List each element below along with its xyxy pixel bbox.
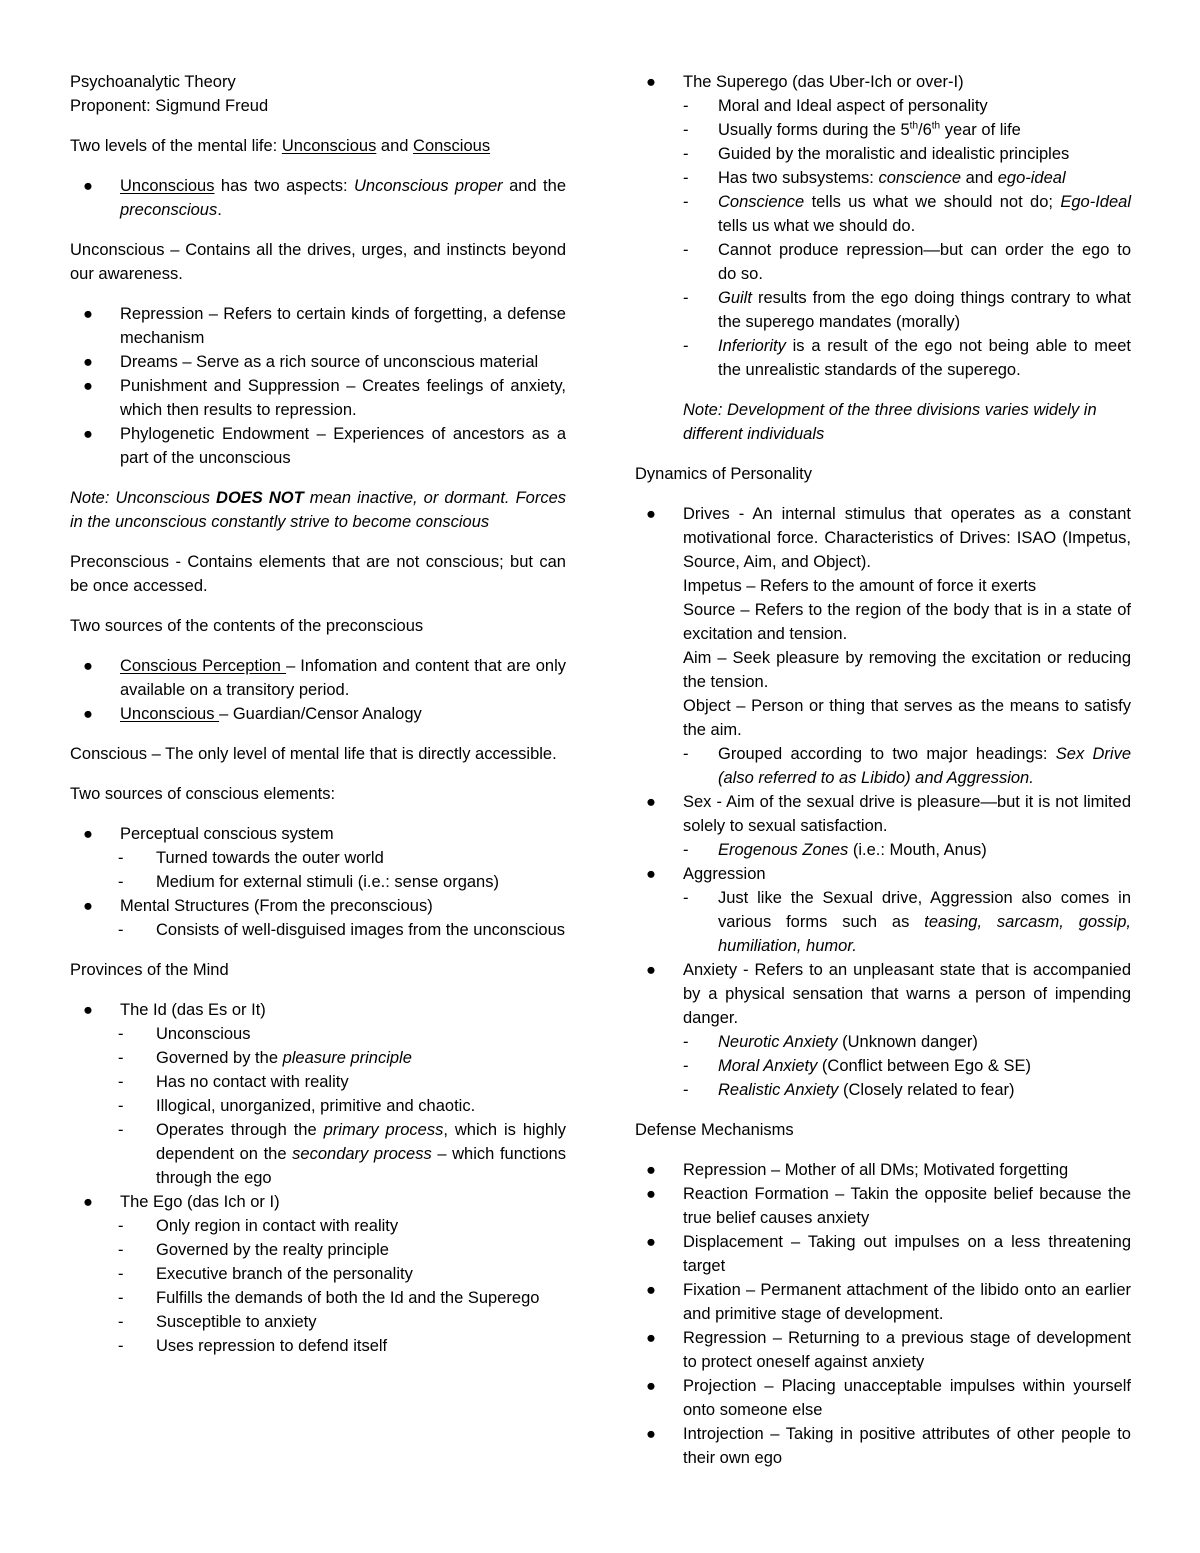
dash-marker: - — [683, 193, 689, 211]
text-span: Unconscious proper — [354, 177, 503, 195]
dash-marker: - — [118, 1289, 124, 1307]
left-column — [70, 70, 566, 1358]
text-span: teasing, sarcasm, gossip, humiliation, humor. — [718, 913, 1131, 955]
note-development — [635, 398, 1131, 446]
list-item — [635, 1326, 1131, 1374]
bullet-icon: ● — [83, 353, 93, 371]
text-span: Conscience — [718, 193, 805, 211]
sub-item — [70, 1070, 566, 1094]
text-span: preconscious — [120, 201, 218, 219]
bullet-icon: ● — [646, 961, 656, 979]
text-span: Regression – Returning to a previous stage of development to protect oneself against anxiety — [683, 1329, 1131, 1371]
sub-item — [70, 870, 566, 894]
dash-marker: - — [118, 849, 124, 867]
text-span: Unconscious — [156, 1025, 251, 1043]
dash-marker: - — [118, 1025, 124, 1043]
sub-item — [70, 1262, 566, 1286]
text-span: Neurotic Anxiety — [718, 1033, 838, 1051]
dash-marker: - — [683, 121, 689, 139]
bullet-icon: ● — [646, 865, 656, 883]
list-item — [635, 1374, 1131, 1422]
dash-marker: - — [118, 921, 124, 939]
bullet-icon: ● — [646, 1281, 656, 1299]
sub-item — [635, 334, 1131, 382]
text-span: Moral and Ideal aspect of personality — [718, 97, 988, 115]
list-item — [70, 302, 566, 350]
unconscious-definition: Unconscious – Contains all the drives, urges, and instincts beyond our awareness. — [70, 241, 566, 283]
sub-item — [635, 118, 1131, 142]
doc-title: Psychoanalytic Theory — [70, 73, 236, 91]
sub-item — [70, 1214, 566, 1238]
dash-marker: - — [118, 1337, 124, 1355]
provinces-heading: Provinces of the Mind — [70, 961, 229, 979]
text-span: Perceptual conscious system — [120, 825, 334, 843]
bullet-icon: ● — [646, 1425, 656, 1443]
list-item — [635, 1158, 1131, 1182]
sub-item — [70, 1118, 566, 1190]
bullet-icon: ● — [646, 793, 656, 811]
sub-item — [70, 846, 566, 870]
text-span: Guilt — [718, 289, 752, 307]
text-span: Moral Anxiety — [718, 1057, 818, 1075]
dynamics-heading: Dynamics of Personality — [635, 465, 812, 483]
text-span: and the — [502, 177, 566, 195]
text-span: Conscious Perception — [120, 657, 287, 675]
text-span: ego-ideal — [997, 169, 1066, 187]
bullet-icon: ● — [83, 377, 93, 395]
text-span: Usually forms during the 5 — [718, 121, 910, 139]
list-item — [70, 422, 566, 470]
list-item — [70, 350, 566, 374]
text-span: Punishment and Suppression – Creates feelings of anxiety, which then results to repression. — [120, 377, 566, 419]
sub-item — [635, 166, 1131, 190]
bullet-icon: ● — [83, 1193, 93, 1211]
text-span: Unconscious — [120, 705, 220, 723]
list-item — [70, 1190, 566, 1214]
text-span: Fulfills the demands of both the Id and the Superego — [156, 1289, 540, 1307]
text-span: conscience — [878, 169, 962, 187]
text-span: results from the ego doing things contrary to what the superego mandates (morally) — [718, 289, 1131, 331]
text-span: . — [217, 201, 222, 219]
bullet-icon: ● — [646, 1233, 656, 1251]
bullet-icon: ● — [83, 177, 93, 195]
dash-marker: - — [683, 841, 689, 859]
text-span: Dreams – Serve as a rich source of unconscious material — [120, 353, 539, 371]
sub-item — [635, 838, 1131, 862]
bullet-icon: ● — [83, 657, 93, 675]
text-span: – which functions through the ego — [156, 1145, 566, 1187]
sub-item — [635, 94, 1131, 118]
sub-item — [70, 1022, 566, 1046]
text-span: Aggression — [683, 865, 766, 883]
text-span: Grouped according to two major headings: — [718, 745, 1056, 763]
bullet-icon: ● — [83, 897, 93, 915]
dash-marker: - — [118, 1241, 124, 1259]
list-item — [70, 374, 566, 422]
bullet-icon: ● — [646, 1161, 656, 1179]
list-item — [635, 1422, 1131, 1470]
sub-item — [70, 1310, 566, 1334]
dash-marker: - — [683, 1081, 689, 1099]
sub-item — [70, 1286, 566, 1310]
text-span: tells us what we should do. — [718, 217, 916, 235]
sub-item — [70, 918, 566, 942]
list-item — [70, 654, 566, 702]
text-span: Illogical, unorganized, primitive and chaotic. — [156, 1097, 476, 1115]
preconscious-definition: Preconscious - Contains elements that are not conscious; but can be once accessed. — [70, 553, 566, 595]
sub-item — [70, 1046, 566, 1070]
sub-item — [635, 1054, 1131, 1078]
bullet-icon: ● — [646, 1185, 656, 1203]
sub-item — [635, 238, 1131, 286]
text-span: The Superego (das Uber-Ich or over-I) — [683, 73, 964, 91]
dash-marker: - — [118, 1121, 124, 1139]
text-span: Susceptible to anxiety — [156, 1313, 317, 1331]
text-span: Has two subsystems: — [718, 169, 879, 187]
sub-item — [635, 190, 1131, 238]
dash-marker: - — [118, 1073, 124, 1091]
dash-marker: - — [683, 145, 689, 163]
list-item — [635, 1230, 1131, 1278]
text-span: Realistic Anxiety — [718, 1081, 839, 1099]
list-item — [70, 174, 566, 222]
list-item — [635, 958, 1131, 1030]
sub-item — [70, 1238, 566, 1262]
text-span: Guided by the moralistic and idealistic principles — [718, 145, 1070, 163]
dash-marker: - — [683, 289, 689, 307]
text-span: Phylogenetic Endowment – Experiences of ancestors as a part of the unconscious — [120, 425, 566, 467]
text-span: Projection – Placing unacceptable impulses within yourself onto someone else — [683, 1377, 1131, 1419]
dash-marker: - — [683, 1057, 689, 1075]
proponent: Proponent: Sigmund Freud — [70, 97, 269, 115]
sub-item — [70, 1094, 566, 1118]
text-span: Only region in contact with reality — [156, 1217, 399, 1235]
drive-source: Source – Refers to the region of the body that is in a state of excitation and tension. — [683, 601, 1131, 643]
text-span: Repression – Refers to certain kinds of forgetting, a defense mechanism — [120, 305, 566, 347]
dash-marker: - — [683, 97, 689, 115]
text-span: (i.e.: Mouth, Anus) — [848, 841, 987, 859]
sub-item — [70, 1334, 566, 1358]
text-span: secondary process — [292, 1145, 432, 1163]
text-span: The Ego (das Ich or I) — [120, 1193, 280, 1211]
bullet-icon: ● — [83, 825, 93, 843]
dash-marker: - — [118, 1097, 124, 1115]
text-span: is a result of the ego not being able to meet the unrealistic standards of the superego. — [718, 337, 1131, 379]
text-span: – Infomation and content that are only available on a transitory period. — [120, 657, 566, 699]
text-span: Conscious — [413, 137, 491, 155]
sub-item — [635, 886, 1131, 958]
text-span: The Id (das Es or It) — [120, 1001, 266, 1019]
bullet-icon: ● — [83, 425, 93, 443]
dash-marker: - — [683, 337, 689, 355]
dash-marker: - — [683, 169, 689, 187]
bullet-icon: ● — [646, 1329, 656, 1347]
bullet-icon: ● — [83, 705, 93, 723]
dash-marker: - — [118, 1313, 124, 1331]
text-span: Governed by the — [156, 1049, 283, 1067]
list-item — [635, 1182, 1131, 1230]
note-unconscious — [70, 486, 566, 534]
text-span: Anxiety - Refers to an unpleasant state that is accompanied by a physical sensation that warns a person of impending danger. — [683, 961, 1131, 1027]
text-span: – Guardian/Censor Analogy — [219, 705, 422, 723]
dash-marker: - — [683, 889, 689, 907]
text-span: Reaction Formation – Takin the opposite belief because the true belief causes anxiety — [683, 1185, 1131, 1227]
text-span: Introjection – Taking in positive attributes of other people to their own ego — [683, 1425, 1131, 1467]
sub-item — [635, 742, 1131, 790]
text-span: Unconscious — [281, 137, 377, 155]
text-span: Consists of well-disguised images from the unconscious — [156, 921, 566, 939]
text-span: mean inactive, or dormant. Forces in the unconscious constantly strive to become conscious — [70, 489, 566, 531]
text-span: Repression – Mother of all DMs; Motivated forgetting — [683, 1161, 1069, 1179]
right-column — [635, 70, 1131, 1470]
text-span: th — [909, 120, 919, 132]
list-item — [635, 502, 1131, 574]
text-span: Displacement – Taking out impulses on a less threatening target — [683, 1233, 1131, 1275]
preconscious-sources-heading: Two sources of the contents of the preconscious — [70, 617, 424, 635]
text-span: Governed by the realty principle — [156, 1241, 389, 1259]
text-span: and — [376, 137, 414, 155]
text-span: and — [961, 169, 998, 187]
text-span: pleasure principle — [282, 1049, 412, 1067]
text-span: year of life — [940, 121, 1021, 139]
dash-marker: - — [118, 1217, 124, 1235]
bullet-icon: ● — [83, 305, 93, 323]
text-span: Two levels of the mental life: — [70, 137, 282, 155]
text-span: Erogenous Zones — [718, 841, 849, 859]
text-span: Mental Structures (From the preconscious) — [120, 897, 433, 915]
text-span: Has no contact with reality — [156, 1073, 349, 1091]
list-item — [70, 998, 566, 1022]
bullet-icon: ● — [646, 73, 656, 91]
text-span: has two aspects: — [214, 177, 354, 195]
bullet-icon: ● — [646, 505, 656, 523]
text-span: Drives - An internal stimulus that operates as a constant motivational force. Characteristics of Drives: ISAO (Impetus, Source, Aim, and Object). — [683, 505, 1131, 571]
drive-object: Object – Person or thing that serves as the means to satisfy the aim. — [683, 697, 1131, 739]
text-span: th — [931, 120, 941, 132]
text-span: Turned towards the outer world — [156, 849, 384, 867]
text-span: Operates through the — [156, 1121, 324, 1139]
list-item — [635, 790, 1131, 838]
text-span: Uses repression to defend itself — [156, 1337, 388, 1355]
text-span: Ego-Ideal — [1060, 193, 1131, 211]
sub-item — [635, 142, 1131, 166]
dash-marker: - — [118, 873, 124, 891]
dash-marker: - — [118, 1049, 124, 1067]
conscious-sources-heading: Two sources of conscious elements: — [70, 785, 336, 803]
text-span: Cannot produce repression—but can order the ego to do so. — [718, 241, 1131, 283]
bullet-icon: ● — [646, 1377, 656, 1395]
text-span: Sex - Aim of the sexual drive is pleasure—but it is not limited solely to sexual satisfaction. — [683, 793, 1131, 835]
text-span: , which is highly dependent on the — [156, 1121, 566, 1163]
text-span: Just like the Sexual drive, Aggression also comes in various forms such as — [718, 889, 1131, 931]
list-item — [635, 70, 1131, 94]
dash-marker: - — [118, 1265, 124, 1283]
dash-marker: - — [683, 745, 689, 763]
text-span: Medium for external stimuli (i.e.: sense organs) — [156, 873, 499, 891]
text-span: (Unknown danger) — [837, 1033, 978, 1051]
text-span: tells us what we should not do; — [804, 193, 1061, 211]
text-span: Sex Drive (also referred to as Libido) and Aggression. — [718, 745, 1131, 787]
text-span: primary process — [323, 1121, 444, 1139]
defense-heading: Defense Mechanisms — [635, 1121, 794, 1139]
text-span: (Conflict between Ego & SE) — [817, 1057, 1032, 1075]
text-span: /6 — [918, 121, 932, 139]
text-span: DOES NOT — [216, 489, 304, 507]
levels-heading — [70, 134, 566, 158]
bullet-icon: ● — [83, 1001, 93, 1019]
conscious-definition: Conscious – The only level of mental life that is directly accessible. — [70, 745, 557, 763]
drive-aim: Aim – Seek pleasure by removing the excitation or reducing the tension. — [683, 649, 1131, 691]
text-span: Inferiority — [718, 337, 786, 355]
text-span: (Closely related to fear) — [838, 1081, 1015, 1099]
list-item — [70, 702, 566, 726]
dash-marker: - — [683, 1033, 689, 1051]
sub-item — [635, 286, 1131, 334]
list-item — [70, 894, 566, 918]
text-span: Note: Development of the three divisions varies widely in different individuals — [683, 401, 1097, 443]
text-span: Note: Unconscious — [70, 489, 217, 507]
text-span: Executive branch of the personality — [156, 1265, 413, 1283]
sub-item — [635, 1030, 1131, 1054]
sub-item — [635, 1078, 1131, 1102]
list-item — [635, 1278, 1131, 1326]
list-item — [70, 822, 566, 846]
text-span: Fixation – Permanent attachment of the libido onto an earlier and primitive stage of development. — [683, 1281, 1131, 1323]
dash-marker: - — [683, 241, 689, 259]
text-span: Unconscious — [120, 177, 215, 195]
drive-impetus: Impetus – Refers to the amount of force it exerts — [683, 577, 1037, 595]
list-item — [635, 862, 1131, 886]
